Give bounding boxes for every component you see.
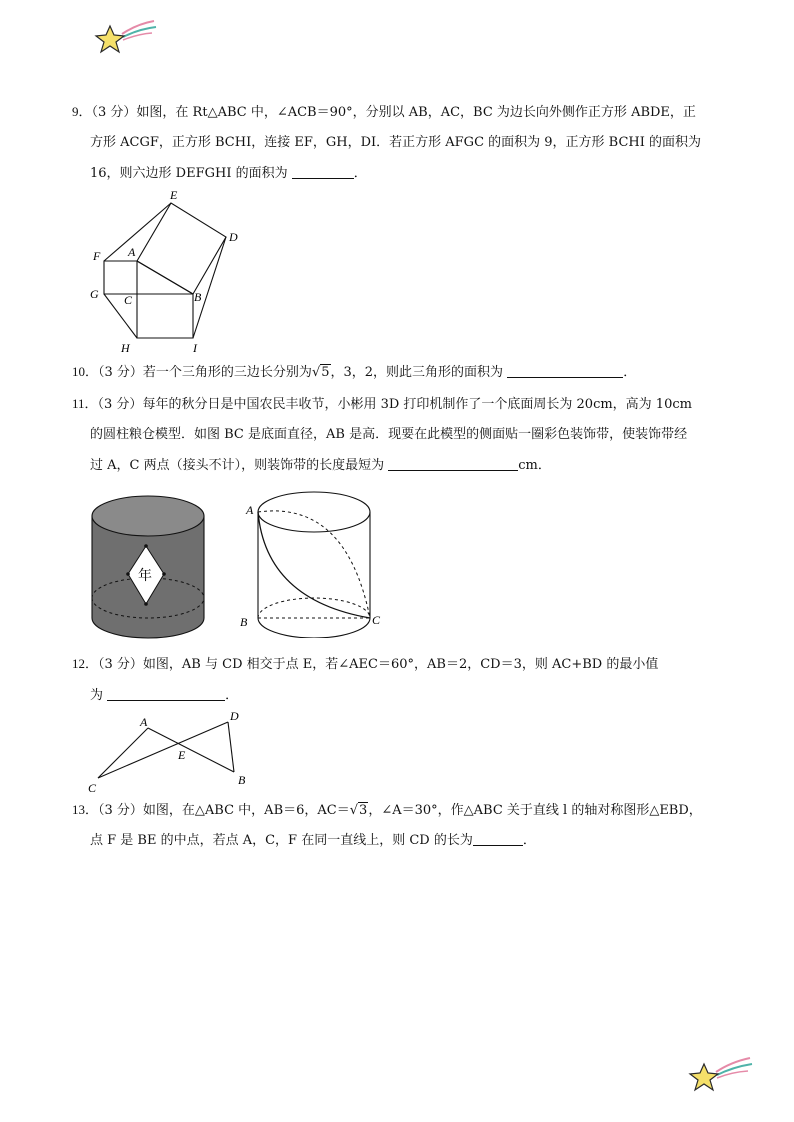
label-B: B — [238, 773, 246, 787]
q10-number: 10． — [72, 364, 99, 379]
q10-line — [72, 362, 636, 383]
q11-line-3 — [90, 456, 551, 476]
label-E: E — [170, 188, 178, 202]
q11-text-3-end: cm． — [518, 458, 551, 473]
q13-line-1 — [72, 800, 702, 821]
q9-figure — [82, 186, 250, 358]
label-A: A — [140, 715, 148, 729]
q12-text-2: 为 — [90, 688, 104, 703]
q13-line-2 — [90, 831, 536, 851]
q12-line-1 — [72, 654, 658, 675]
q10-text-end: ． — [623, 365, 637, 380]
q9-text-1: 如图，在 Rt△ABC 中，∠ACB＝90°，分别以 AB，AC，BC 为边长向外侧作正方形 ABDE，正 — [136, 105, 696, 120]
q10-radicand: 5 — [321, 365, 330, 380]
label-D: D — [230, 709, 239, 723]
q9-line-1 — [72, 102, 696, 123]
q13-text-1b: ，∠A＝30°，作△ABC 关于直线 l 的轴对称图形△EBD， — [368, 803, 702, 818]
q9-score: （3 分） — [91, 105, 137, 120]
q10-answer-blank[interactable] — [507, 363, 623, 378]
sqrt-symbol: √3 — [349, 803, 368, 818]
q9-answer-blank[interactable] — [292, 164, 354, 179]
q11-number: 11． — [72, 396, 98, 411]
label-B: B — [240, 615, 248, 629]
q11-cylinder-figure — [88, 490, 208, 650]
q12-text-2-end: ． — [225, 688, 239, 703]
label-G: G — [90, 287, 99, 301]
q13-score: （3 分） — [98, 803, 143, 818]
label-I: I — [193, 341, 197, 355]
q9-number: 9． — [72, 104, 92, 119]
label-B: B — [194, 290, 202, 304]
label-C: C — [88, 781, 97, 795]
label-C: C — [372, 613, 381, 627]
label-D: D — [229, 230, 238, 244]
q11-text-2: 的圆柱粮仓模型．如图 BC 是底面直径，AB 是高．现要在此模型的侧面贴一圈彩色装饰带，使装饰带经 — [90, 427, 688, 442]
q11-line-1 — [72, 394, 692, 415]
q13-radicand: 3 — [359, 803, 368, 818]
star-decoration-icon — [686, 1054, 756, 1096]
q12-figure — [84, 708, 260, 796]
q13-text-2-end: ． — [522, 833, 536, 848]
q10-text: 若一个三角形的三边长分别为 — [142, 365, 312, 380]
q11-answer-blank[interactable] — [388, 456, 518, 471]
q11-score: （3 分） — [97, 397, 143, 412]
sqrt-symbol: √5 — [311, 365, 330, 380]
q12-line-2 — [90, 686, 238, 706]
q9-text-2: 方形 ACGF，正方形 BCHI，连接 EF，GH，DI．若正方形 AFGC 的面积为 9，正方形 BCHI 的面积为 — [90, 135, 702, 150]
q11-char: 年 — [138, 569, 152, 584]
label-C: C — [124, 293, 133, 307]
label-A: A — [128, 245, 136, 259]
q9-text-3: 16，则六边形 DEFGHI 的面积为 — [90, 166, 288, 181]
q12-score: （3 分） — [98, 657, 143, 672]
q13-text-1: 如图，在△ABC 中，AB＝6，AC＝ — [142, 803, 350, 818]
q13-answer-blank[interactable] — [473, 831, 523, 846]
q11-text-1: 每年的秋分日是中国农民丰收节，小彬用 3D 打印机制作了一个底面周长为 20cm，高为 10cm — [142, 397, 692, 412]
q11-wire-cylinder-figure — [236, 490, 394, 638]
label-E: E — [178, 748, 186, 762]
q12-number: 12． — [72, 656, 99, 671]
label-A: A — [246, 503, 254, 517]
q12-text-1: 如图，AB 与 CD 相交于点 E，若∠AEC＝60°，AB＝2，CD＝3，则 AC+BD 的最小值 — [142, 657, 659, 672]
q13-number: 13． — [72, 802, 99, 817]
q10-score: （3 分） — [98, 365, 143, 380]
star-decoration-icon — [92, 18, 162, 58]
q9-text-3-end: ． — [353, 166, 367, 181]
q9-line-3 — [90, 164, 367, 184]
q13-text-2: 点 F 是 BE 的中点，若点 A，C，F 在同一直线上，则 CD 的长为 — [90, 833, 473, 848]
q12-answer-blank[interactable] — [107, 686, 225, 701]
q11-text-3: 过 A，C 两点（接头不计），则装饰带的长度最短为 — [90, 458, 385, 473]
label-F: F — [93, 249, 101, 263]
q10-text-2: ，3，2，则此三角形的面积为 — [330, 365, 504, 380]
label-H: H — [121, 341, 130, 355]
